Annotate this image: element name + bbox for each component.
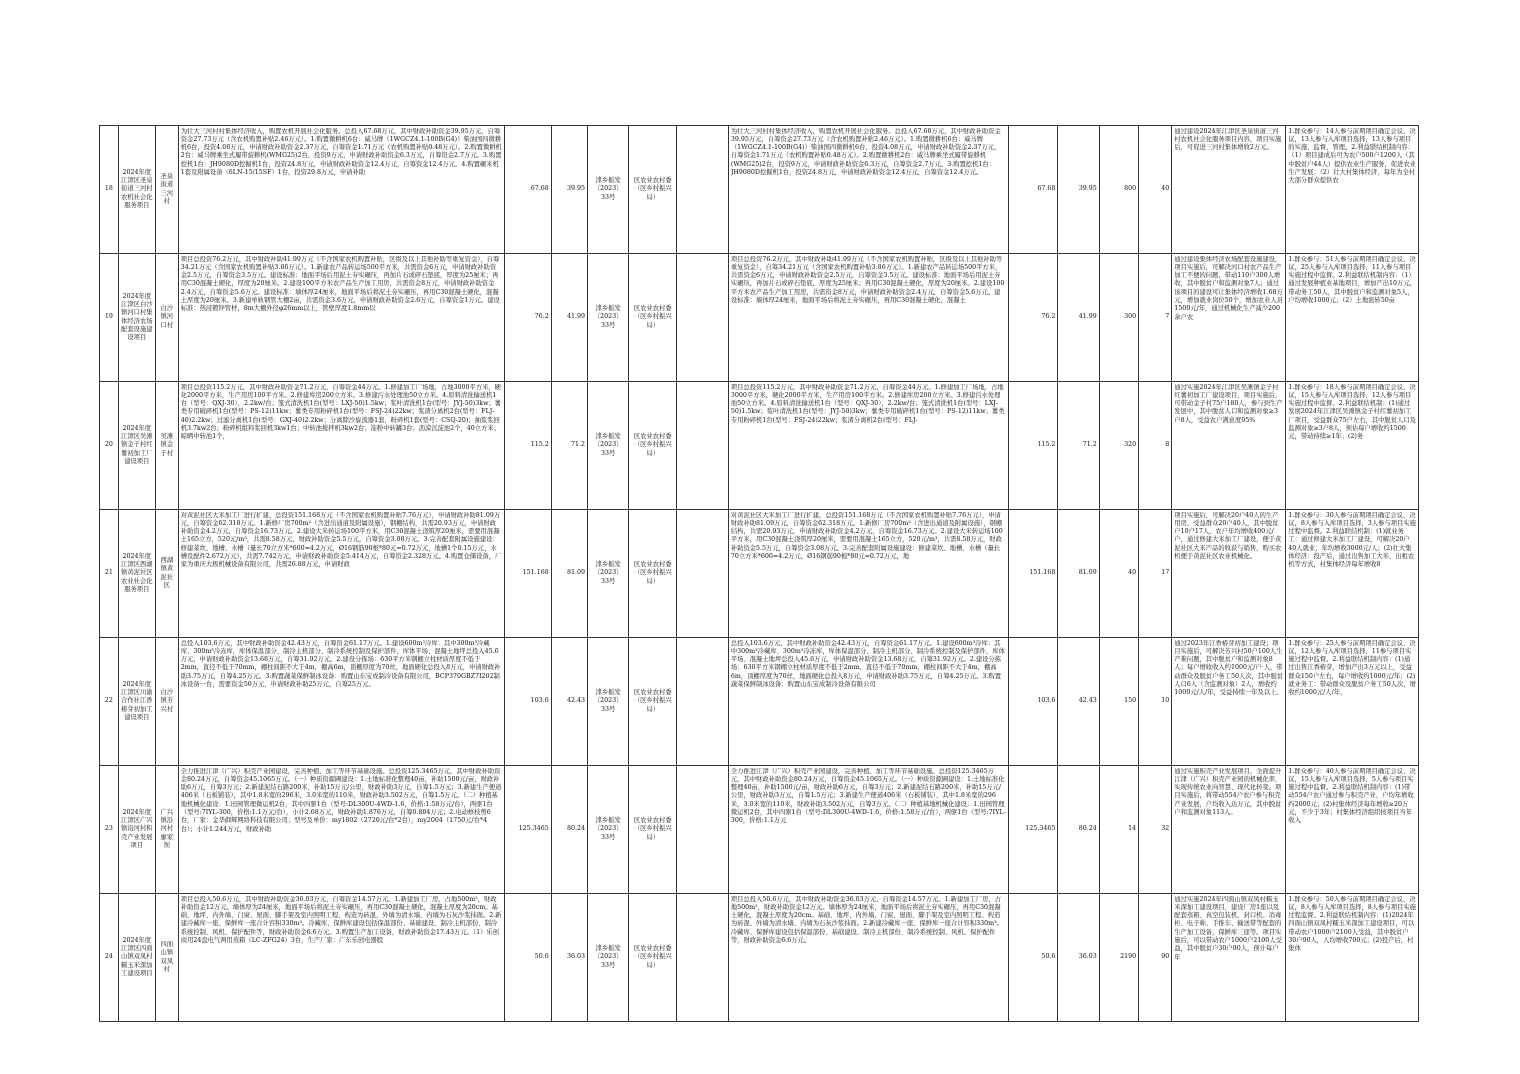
implementation-content-text: 为壮大三河村村集体经济收入，购置农机开展社会化服务。总投入67.68万元，其中财政补助资金39.95万元，自筹资金27.73万元（含农机购置补贴2.46万元）。1.购置微耕机6台：威马牌（1WGCZ4.1-100B(G4)）柴油国四微耕机6台，投资4.08万元，申请财政补助资金2.37万元，自筹资金1.71万元（农机购置补贴0.48万元）。2.购置微耕机2台：威马牌乘坐式履带旋耕机(WMG25)2台，投资9万元，申请财政补助资金6.3万元，自筹资金2.7万元。3.购置挖机1台：JH9080D挖掘机1台，投资24.8万元，申请财政补助资金12.4万元，自筹资金12.4万元。 [730, 127, 1001, 176]
implementation-content-text: 项目总投资76.2万元，其中财政补助41.99万元（不含国家农机购置补贴，区级及以上其他补助等重复资金），自筹34.21万元（含国家农机购置补贴3.86万元）。1.新建农产品转运场500平方米，共需资金6万元，申请财政补助资金2.5万元，自筹资金3.5万元。建设标准：地面平场后用泥土夯实碾压，再加片石或碎石垫底，厚度为25厘米；再用C30混凝土硬化，厚度为20厘米。2.建设100平方米农产品生产加工用房，共需资金8万元，申请财政补助资金2.4万元，自筹资金5.6万元。建设标准：墙体厚24厘米，地面平场后将泥土夯实碾压，再用C30混凝土硬化，混凝土 [730, 255, 1005, 304]
project-name: 2024年度江津区四面山镇双凤村糯玉米深加工建设项目 [118, 894, 155, 1022]
table-row [100, 126, 1419, 254]
poverty-beneficiaries: 90 [1139, 894, 1172, 1022]
implementation-content [728, 638, 1008, 766]
fiscal-fund: 81.09 [551, 510, 587, 638]
construction-content [178, 126, 504, 254]
construction-content [178, 382, 504, 510]
construction-content-text: 为壮大三河村村集体经济收入，购置农机开展社会化服务。总投入67.68万元，其中财政补助资金39.95万元，自筹资金27.73万元（含农机购置补贴2.46万元）。1.购置微耕机6台：威马牌（1WGCZ4.1-100B(G4)）柴油国四微耕机6台，投资4.08万元，申请财政补助资金2.37万元，自筹资金1.71万元（农机购置补贴0.48万元）。2.购置微耕机2台：威马牌乘坐式履带旋耕机(WMG25)2台，投资9万元，申请财政补助资金6.3万元，自筹资金2.7万元。3.购置挖机1台：JH9080D挖掘机1台，投资24.8万元，申请财政补助资金12.4万元，自筹资金12.4万元。4.购置碾米机1套及附属设备（6LN-15/15SF）1台，投资29.8万元，申请补助 [180, 127, 502, 176]
responsible-department: 区农业农村委（区乡村振兴局） [629, 126, 677, 254]
beneficiary-households: 150 [1099, 638, 1138, 766]
table-row [100, 254, 1419, 382]
row-number: 20 [100, 382, 119, 510]
total-investment-actual: 125.3465 [1008, 766, 1058, 894]
project-location: 西湖镇黄泥社区 [155, 510, 178, 638]
poverty-beneficiaries: 8 [1139, 382, 1172, 510]
performance-target [1172, 126, 1286, 254]
performance-target [1172, 766, 1286, 894]
benefit-linkage-text: 1.群众参与：51人参与前期项目确定会议、决议，25人参与入库项目选择，11人参与项目实施过程中监督。2.利益联结机制内容：（1）通过发展种植业基地项目，增加产出10万元，带动务工50人，其中脱贫户和监测对象5人，户均增收1000元；（2）土地流转50亩 [1288, 255, 1416, 304]
empty-cell [677, 382, 729, 510]
approval-document: 津乡振发〔2023〕33号 [587, 510, 628, 638]
benefit-linkage-text: 1.群众参与：14人参与前期项目确定会议、决议，13人参与入库项目选择，13人参与项目的实施、监督、管理。2.利益联结机制内容：（1）项目建成后可为农户500户1200人（其中脱贫户44人）提供农业生产服务，促进农业生产发展；（2）壮大村集体经济，每年为全村大部分群众提供农 [1288, 127, 1416, 185]
construction-content-text: 项目总投资115.2万元，其中财政补助资金71.2万元，自筹资金44万元。1.修建加工厂场地，占地3000平方米，硬化2000平方米，生产用房100平方米。2.修建库房200立方米。3.修建污水处理池50立方米。4.原料清洗输送机1台（型号：QXJ-30），2.2kw/台；笼式清洗机1台(型号：LXJ-50)1.5kw；浆叶清洗机1台(型号：JYJ-50)3kw；薯类专用破碎机1台(型号：PS-12)11kw；薯类专用粉碎机1台(型号：FSJ-24)22kw；浆渣分离机2台(型号：FLJ-40)2.2kw；过滤分离机1台(型号：GXJ-40)2.2kw；分离除沙旋流器1套，粉碎机1套(型号：CSQ-20)；抽浆浆回机3.7kw2台；粉碎机组料浆回机3kw1台；中转池搅拌机3kw2台；淀粉中转罐3台；沥漠沉淀池2个，40立方米；晾晒中转池1个， [180, 383, 502, 441]
performance-target-text: 通过实施2024年四面山镇双凤村糯玉米深加工建设项目，建设厂房1座以及配套蒸箱、真空包装机、封口机、消毒柜、电子称、手推车、输送带等配套的生产加工设备，保鲜库三座等。项目实施后，可以带动农户1000户2100人受益，其中脱贫户30户90人，预计每户年 [1174, 895, 1282, 961]
table-row [100, 510, 1419, 638]
project-name: 2024年度江津区吴滩镇金子村红薯初加工厂建设项目 [118, 382, 155, 510]
benefit-linkage [1286, 638, 1419, 766]
implementation-content-text: 项目总投入50.6万元，其中财政补助资金36.03万元，自筹资金14.57万元。1.新建加工厂房，占地500m²，财政补助资金12万元。墙体厚为24厘米，地面平场后将泥土夯实碾压，再用C30混凝土硬化，混凝土厚度为20cm。基础、地坪、内外墙、门窗、屋面、脚手架及室内照明工程、构造为砖混、外墙为清水墙、内墙为石灰沙浆抹面。2.新建冷藏库一座、保鲜库一座合计容积330m³。冷藏库、保鲜库建设包括保温部份、基础建设、制冷主机部份、制冷系统控制、风机、保护配件等，财政补助资金6.6万元。 [730, 895, 1003, 944]
construction-content-text: 项目总投入50.6万元，其中财政补助资金36.03万元，自筹资金14.57万元。1.新建加工厂房，占地500m²，财政补助资金12万元。墙体厚为24厘米，地面平场后将泥土夯实碾压，再用C30混凝土硬化，混凝土厚度为20cm。基础、地坪、内外墙、门窗、屋面、脚手架及室内照明工程、构造为砖混、外墙为清水墙、内墙为石灰沙浆抹面。2.新建冷藏库一座、保鲜库一座合计容积330m³。冷藏库、保鲜库建设包括保温部份、基础建设、制冷主机部份、制冷系统控制、风机、保护配件等，财政补助资金6.6万元。3.购置生产加工设备，财政补助资金17.43万元。（1）乐创商用24盘电气两用蒸箱（LC-ZFG24）3台，生产厂家：广东乐创电器股 [180, 895, 502, 944]
beneficiary-households: 320 [1099, 382, 1138, 510]
performance-target-text: 项目实施后，可解决20户40人的生产用房，受益群众20户40人，其中脱贫户10户17人，农户年均增收400元/户，通过修建大米加工厂建设，便于黄泥社区大米产品的收获与销售，购买农机便于黄泥社区农业机械化。 [1174, 511, 1282, 560]
total-investment: 125.3465 [505, 766, 552, 894]
responsible-department: 区农业农村委（区乡村振兴局） [629, 638, 677, 766]
project-name: 2024年度江津区广兴镇沿河村积壳产业发展项目 [118, 766, 155, 894]
benefit-linkage [1286, 510, 1419, 638]
row-number: 23 [100, 766, 119, 894]
project-location: 白沙镇芳兴村 [155, 638, 178, 766]
implementation-content [728, 382, 1008, 510]
total-investment: 50.6 [505, 894, 552, 1022]
performance-target [1172, 254, 1286, 382]
row-number: 18 [100, 126, 119, 254]
performance-target-text: 通过建设2024年江津区圣泉街道三河村农机社会化服务项目内容，项目实施后，可促进三河村集体增收2万元。 [1174, 127, 1282, 152]
construction-content-text: 全力推进江津（广兴）积壳产业园建设，完善种植、加工等环节基础设施。总投资125.3465万元，其中财政补助资金80.24万元，自筹资金45.1065万元。（一）种质资源圃建设：1.土地标准化整理40亩，补助1500元/亩，财政补助6万元，自筹3万元；2.新建泥结石路200米，补助15万元/公里，财政补助3万元，自筹1.5万元；3.新建生产便道406米（石板铺装），其中1.8米宽的296米，3.0米宽的110米，财政补助3.502万元，自筹1.5万元。（二）种植基地机械化建设：1.田园管理微运机2台，其中四驱1台（型号:DL300U-4WD-1.6，价格:1.58万元/台），两驱1台（型号:7IYL-300，价格:1.1万元/台），小计2.68万元，财政补助1.876万元，自筹0.804万元；2.电动修枝剪6台，厂家：金华御辉网络科技有限公司；型号及单价：my1802（2720元/台*2台），my2004（1750元/台*4台）；小计1.244万元，财政补助 [180, 767, 502, 833]
total-investment: 151.168 [505, 510, 552, 638]
responsible-department: 区农业农村委（区乡村振兴局） [629, 254, 677, 382]
responsible-department: 区农业农村委（区乡村振兴局） [629, 510, 677, 638]
row-number: 22 [100, 638, 119, 766]
total-investment-actual: 103.6 [1008, 638, 1058, 766]
fiscal-fund-actual: 39.95 [1058, 126, 1099, 254]
performance-target [1172, 510, 1286, 638]
poverty-beneficiaries: 32 [1139, 766, 1172, 894]
benefit-linkage [1286, 894, 1419, 1022]
beneficiary-households: 40 [1099, 510, 1138, 638]
construction-content-text: 总投入103.6万元，其中财政补助资金42.43万元，自筹资金61.17万元。1.建设600m³冷库：其中300m³冷藏库、300m³冷冻库，库体保温部分、制冷主机部分、制冷系统控制及保护部件，库体平场、混凝土地坪总投入45.6万元，申请财政补助资金13.68万元，自筹31.92万元。2.建设分拣场：630平方米钢棚立柱材质厚度不低于2mm，直径不低于70mm，棚柱间距不大于4m，棚高6m，顶棚厚度为70丝，地面硬化总投入8万元，申请财政补助3.75万元，自筹4.25万元。3.购置蔬菜保鲜制冰设备：购置山东宝成制冷设备有限公司，BCP370GBZ7I202制冰设备一台，需要资金50万元，申请财政补助25万元，自筹25万元。 [180, 639, 501, 688]
benefit-linkage-text: 1.群众参与：30人参与前期项目确定会议、决议，8人参与入库项目选择，3人参与项目实施过程中监督。2.利益联结机制：(1)就业务工：通过修建大米加工厂建设，可解决20户40人就业，年均增收3000元/人；(2)壮大集体经济：投产后，通过出售加工大米、出租农机等方式，村集体经济每年增收8 [1288, 511, 1416, 569]
implementation-content [728, 766, 1008, 894]
approval-document: 津乡振发〔2023〕33号 [587, 254, 628, 382]
total-investment: 67.68 [505, 126, 552, 254]
row-number: 21 [100, 510, 119, 638]
construction-content [178, 894, 504, 1022]
project-name: 2024年度江津区川渝合作社江香椿芽初加工建设项目 [118, 638, 155, 766]
fiscal-fund-actual: 42.43 [1058, 638, 1099, 766]
empty-cell [677, 254, 729, 382]
construction-content [178, 510, 504, 638]
project-location: 广兴镇沿河村廖家坝 [155, 766, 178, 894]
table-row [100, 382, 1419, 510]
total-investment-actual: 115.2 [1008, 382, 1058, 510]
total-investment-actual: 50.6 [1008, 894, 1058, 1022]
empty-cell [677, 510, 729, 638]
fiscal-fund-actual: 71.2 [1058, 382, 1099, 510]
implementation-content [728, 126, 1008, 254]
fiscal-fund: 39.95 [551, 126, 587, 254]
performance-target [1172, 894, 1286, 1022]
approval-document: 津乡振发〔2023〕33号 [587, 766, 628, 894]
beneficiary-households: 800 [1099, 126, 1138, 254]
benefit-linkage-text: 1.群众参与：18人参与前期项目确定会议、决议，15人参与入库项目选择，12人参与项目实施过程中监督。2.利益联结机制：(1)通过发展2024年江津区吴滩镇金子村红薯初加工厂项目，受益群众75户左右，其中脱贫人口及监测对象≥3户8人，预估每户增收约1500元，带动持续≥1年；(2)务 [1288, 383, 1416, 441]
construction-content-text: 项目总投资76.2万元，其中财政补助41.99万元（不含国家农机购置补贴，区级及以上其他补助等重复资金），自筹34.21万元（含国家农机购置补贴3.86万元）。1.新建农产品转运场500平方米，共需资金6万元，申请财政补助资金2.5万元，自筹资金3.5万元。建设标准：地面平场后用泥土夯实碾压，再加片石或碎石垫底，厚度为25厘米；再用C30混凝土硬化，厚度为20厘米。2.建设100平方米农产品生产加工用房，共需资金8万元，申请财政补助资金2.4万元，自筹资金5.6万元。建设标准：墙体厚24厘米，地面平场后将泥土夯实碾压，再用C30混凝土硬化，混凝土厚度为20厘米。3.新建单轨钢管大棚2亩，共需资金3.6万元，申请财政补助资金2.6万元，自筹资金1万元。建设标准：热浸镀锌管材，8m大棚外径φ26mm以上，管壁厚度1.8mm以 [180, 255, 500, 313]
benefit-linkage-text: 1.群众参与：50人参与前期项目确定会议、决议，8人参与入库项目选择，8人参与项目实施过程监督。2.利益联结机制内容：(1)2024年四面山镇双凤村糯玉米深加工建设项目，可以带动农户1000户2100人受益，其中脱贫户30户90人，人均增收700元；(2)投产后，村集体 [1288, 895, 1416, 953]
implementation-content [728, 510, 1008, 638]
construction-content-text: 对黄泥社区大米加工厂进行扩建，总投资151.168万元（不含国家农机购置补贴7.76万元），申请财政补助81.09万元，自筹资金62.318万元。1.新修厂房700m²（含进出通道及附属设施），钢棚结构，共需20.93万元，申请财政补助资金4.2万元，自筹资金16.73万元。2.建设大米转运场100平方米，用C30混凝土浇筑厚20厘米，需要用混凝土165立方，520元/m³，共需8.58万元，财政补助资金5.5万元，自筹资金3.08万元。3.完善配套附属设施建设：修建菜坎、地槽、水槽（量长70立方米*600=4.2万元，Ø16钢筋90根*80元=0.72万元，地槽1个0.15万元，水槽及配件2.672万元），共需7.742万元，申请财政补助资金5.414万元，自筹资金2.328万元。4.购置仓储设备，厂家为重庆大极机械设备有限公司，共需26.88万元，申请财政 [180, 511, 502, 569]
beneficiary-households: 2190 [1099, 894, 1138, 1022]
benefit-linkage [1286, 382, 1419, 510]
approval-document: 津乡振发〔2023〕33号 [587, 382, 628, 510]
performance-target-text: 通过建设集体经济农场配套设施建设，项目实施后，可解决河口村农产品生产加工不便的问题，带动110户300人增收，其中脱贫户和监测对象7人；通过该项目的建设可让集体经济增收1.68万元，增加就业岗位50个，增加农业人员1500元/年，通过机械化生产减少200余户农 [1174, 255, 1284, 321]
total-investment: 103.6 [505, 638, 552, 766]
project-location: 圣泉街道三河村 [155, 126, 178, 254]
construction-content [178, 254, 504, 382]
empty-cell [677, 126, 729, 254]
performance-target-text: 通过实施积壳产业发展项目，全面提升江津（广兴）积壳产业园的机械化率，实现传统农业向智慧、现代化转变。项目实施后，将带动554户农户参与积壳产业发展，户均收入达万元，其中脱贫户和监测对象113人。 [1174, 767, 1282, 816]
performance-target-text: 通过实施2024年江津区吴滩镇金子村红薯初加工厂建设项目，项目实施后，可带动金子村75户180人，参与到生产发展中，其中脱贫人口和监测对象≥3户8人，受益农户满意度95% [1174, 383, 1283, 424]
responsible-department: 区农业农村委（区乡村振兴局） [629, 382, 677, 510]
total-investment-actual: 76.2 [1008, 254, 1058, 382]
total-investment: 76.2 [505, 254, 552, 382]
project-name: 2024年度江津区圣泉街道三河村农机社会化服务项目 [118, 126, 155, 254]
implementation-content [728, 894, 1008, 1022]
row-number: 19 [100, 254, 119, 382]
table-row [100, 894, 1419, 1022]
empty-cell [677, 894, 729, 1022]
project-location: 白沙镇河口村 [155, 254, 178, 382]
performance-target [1172, 382, 1286, 510]
fiscal-fund-actual: 81.09 [1058, 510, 1099, 638]
benefit-linkage-text: 1.群众参与：40人参与前期项目确定会议、决议，15人参与入库项目选择，5人参与项目实施过程中监督。2.利益联结机制内容：(1)带动554户农户通过参与积壳产业，户均年增收约2000元；(2)村集体经济每年增收≥20万元，不少于3年；村集体经济组织按项目当年收入 [1288, 767, 1416, 825]
approval-document: 津乡振发〔2023〕33号 [587, 126, 628, 254]
empty-cell [677, 766, 729, 894]
fiscal-fund: 42.43 [551, 638, 587, 766]
project-name: 2024年度江津区西湖镇黄泥社区农业社会化服务项目 [118, 510, 155, 638]
implementation-content-text: 项目总投资115.2万元，其中财政补助资金71.2万元，自筹资金44万元。1.修建加工厂场地，占地3000平方米，硬化2000平方米，生产用房100平方米。2.修建库房200立方米。3.修建污水处理池50立方米。4.原料清洗输送机1台（型号：QXJ-30），2.2kw/台；笼式清洗机1台(型号：LXJ-50)1.5kw；浆叶清洗机1台(型号：JYJ-50)3kw；薯类专用破碎机1台(型号：PS-12)11kw；薯类专用粉碎机1台(型号：FSJ-24)22kw；浆渣分离机2台(型号：FLJ- [730, 383, 1005, 424]
beneficiary-households: 300 [1099, 254, 1138, 382]
fiscal-fund-actual: 36.03 [1058, 894, 1099, 1022]
fiscal-fund-actual: 41.99 [1058, 254, 1099, 382]
empty-cell [677, 638, 729, 766]
implementation-content-text: 全力推进江津（广兴）积壳产业园建设，完善种植、加工等环节基础设施。总投资125.3465万元，其中财政补助资金80.24万元，自筹资金45.1065万元。（一）种质资源圃建设：1.土地标准化整理40亩，补助1500元/亩，财政补助6万元，自筹3万元；2.新建泥结石路200米，补助15万元/公里，财政补助3万元，自筹1.5万元；3.新建生产便道406米（石板铺装），其中1.8米宽的296米，3.0米宽的110米，财政补助3.502万元，自筹3万元。（二）种植基地机械化建设：1.田园管理微运机2台，其中四驱1台（型号:DL300U-4WD-1.6，价格:1.58万元/台），两驱1台（型号:7IYL-300，价格:1.1万元 [730, 767, 1006, 825]
table-row [100, 766, 1419, 894]
table-row [100, 638, 1419, 766]
fiscal-fund: 80.24 [551, 766, 587, 894]
benefit-linkage-text: 1.群众参与：25人参与前期项目确定会议、决议，12人参与入库项目选择，11参与项目实施过程中监督。2.利益联结机制内容：(1)通过出售江香椿芽，增加产出3万元以上，受益群众150户左右，每户增收约1000元/年；(2)就业务工：带动群众及脱贫户务工50人次，增收约1000元/人/年， [1288, 639, 1416, 697]
project-table [99, 125, 1419, 1022]
total-investment-actual: 151.168 [1008, 510, 1058, 638]
fiscal-fund-actual: 80.24 [1058, 766, 1099, 894]
approval-document: 津乡振发〔2023〕33号 [587, 638, 628, 766]
beneficiary-households: 14 [1099, 766, 1138, 894]
poverty-beneficiaries: 40 [1139, 126, 1172, 254]
benefit-linkage [1286, 766, 1419, 894]
poverty-beneficiaries: 7 [1139, 254, 1172, 382]
implementation-content [728, 254, 1008, 382]
total-investment-actual: 67.68 [1008, 126, 1058, 254]
project-location: 四面山镇双凤村 [155, 894, 178, 1022]
fiscal-fund: 41.99 [551, 254, 587, 382]
poverty-beneficiaries: 10 [1139, 638, 1172, 766]
performance-target-text: 通过2023年江香椿芽初加工建设；项目实施后，可解决芳兴村50户100人生产难问题，其中脱贫户和监测对象8人；每户增收收入约1000元/户·人，带动群众及脱贫户务工50人次，其中脱贫人口6人（含监测对象）2人，增收约1000元/人/年，受益持续一年及以上。 [1174, 639, 1284, 697]
fiscal-fund: 36.03 [551, 894, 587, 1022]
project-location: 吴滩镇金子村 [155, 382, 178, 510]
construction-content [178, 766, 504, 894]
responsible-department: 区农业农村委（区乡村振兴局） [629, 894, 677, 1022]
implementation-content-text: 对黄泥社区大米加工厂进行扩建，总投资151.168万元（不含国家农机购置补贴7.76万元），申请财政补助81.09万元，自筹资金62.318万元。1.新修厂房700m²（含进出通道及附属设施），钢棚结构，共需20.93万元，申请财政补助资金4.2万元，自筹资金16.73万元。2.建设大米转运场100平方米，用C30混凝土浇筑厚20厘米，需要用混凝土165立方，520元/m³，共需8.58万元，财政补助资金5.5万元，自筹资金3.08万元。3.完善配套附属设施建设：修建菜坎、地槽、水槽（量长70立方米*600=4.2万元，Ø16钢筋90根*80元=0.72万元，地 [730, 511, 1003, 560]
approval-document: 津乡振发〔2023〕33号 [587, 894, 628, 1022]
row-number: 24 [100, 894, 119, 1022]
poverty-beneficiaries: 17 [1139, 510, 1172, 638]
benefit-linkage [1286, 126, 1419, 254]
construction-content [178, 638, 504, 766]
benefit-linkage [1286, 254, 1419, 382]
implementation-content-text: 总投入103.6万元，其中财政补助资金42.43万元，自筹资金61.17万元。1.建设600m³冷库：其中300m³冷藏库、300m³冷冻库，库体保温部分、制冷主机部分、制冷系统控制及保护部件，库体平场、混凝土地坪总投入45.6万元，申请财政补助资金13.68万元，自筹31.92万元。2.建设分拣场：630平方米钢棚立柱材质厚度不低于2mm，直径不低于70mm，棚柱间距不大于4m，棚高6m，顶棚厚度为70丝，地面硬化总投入8万元，申请财政补助3.75万元，自筹4.25万元。3.购置蔬菜保鲜制冰设备：购置山东宝成制冷设备有限公司 [730, 639, 1005, 688]
fiscal-fund: 71.2 [551, 382, 587, 510]
project-name: 2024年度江津区白沙镇河口村集体经济农场配套设施建设项目 [118, 254, 155, 382]
performance-target [1172, 638, 1286, 766]
responsible-department: 区农业农村委（区乡村振兴局） [629, 766, 677, 894]
total-investment: 115.2 [505, 382, 552, 510]
